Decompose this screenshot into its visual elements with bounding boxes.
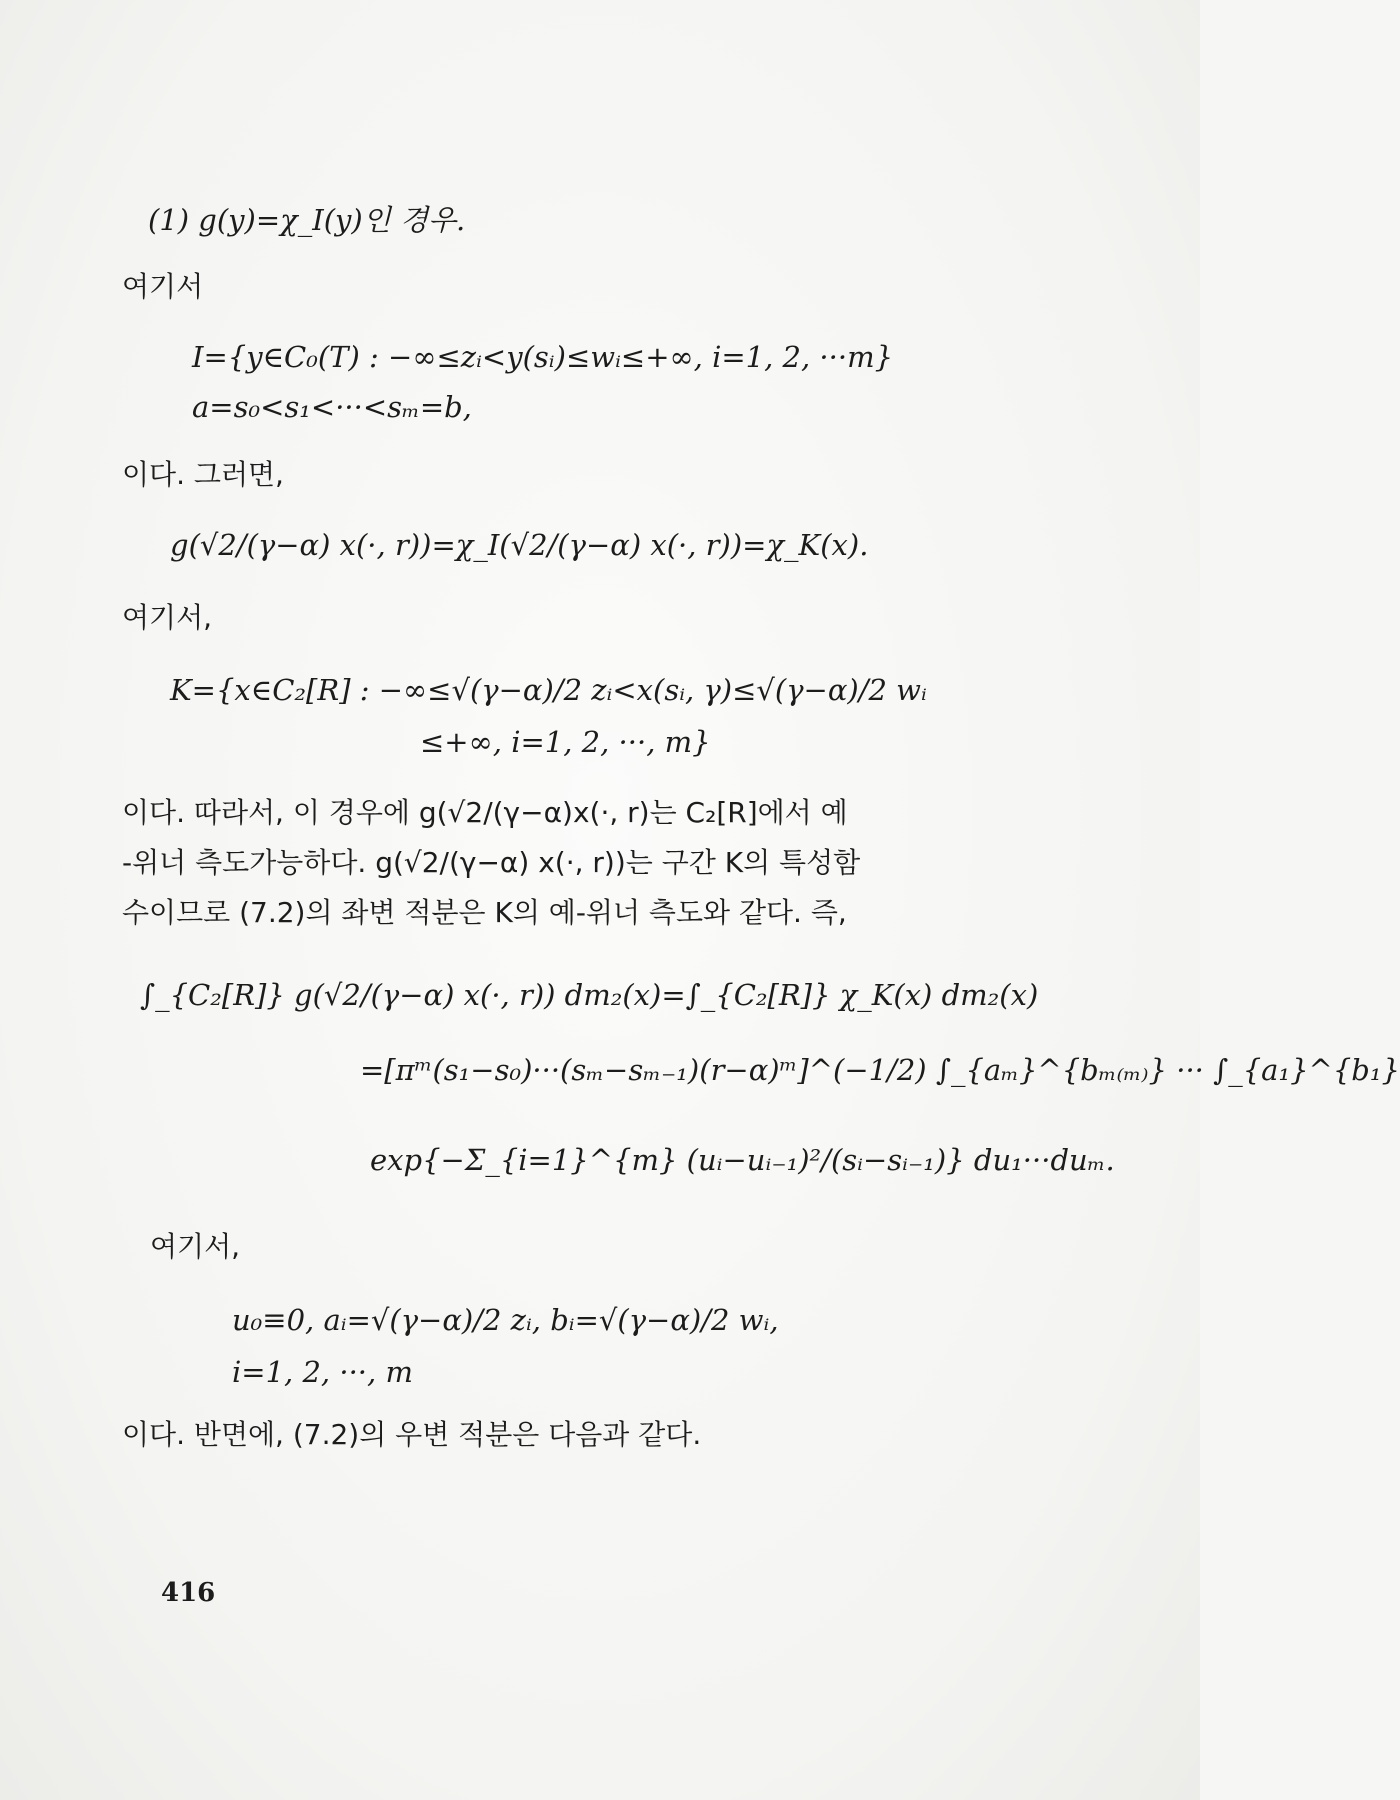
page-number: 416 <box>161 1578 216 1608</box>
paragraph-text: 이다. 그러면, <box>122 458 284 491</box>
where-label: 여기서, <box>122 601 213 634</box>
where-label: 여기서 <box>122 270 204 303</box>
paragraph-text: 이다. 반면에, (7.2)의 우변 적분은 다음과 같다. <box>122 1418 702 1451</box>
equation-g-chi: g(√2/(γ−α) x(·, r))=χ_I(√2/(γ−α) x(·, r))=χ_K(x). <box>170 528 869 562</box>
equation-set-K-line2: ≤+∞, i=1, 2, ···, m} <box>420 725 711 759</box>
equation-set-K-line1: K={x∈C₂[R] : −∞≤√(γ−α)/2 zᵢ<x(sᵢ, γ)≤√(γ−α)/2 wᵢ <box>170 673 927 707</box>
paragraph-text: 수이므로 (7.2)의 좌변 적분은 K의 예-위너 측도와 같다. 즉, <box>122 896 847 929</box>
equation-set-I: I={y∈C₀(T) : −∞≤zᵢ<y(sᵢ)≤wᵢ≤+∞, i=1, 2, ···m} <box>192 340 894 374</box>
paragraph-text: -위너 측도가능하다. g(√2/(γ−α) x(·, r))는 구간 K의 특성함 <box>122 846 861 879</box>
case-heading: (1) g(y)=χ_I(y)인 경우. <box>148 203 466 237</box>
equation-integral-line3: exp{−Σ_{i=1}^{m} (uᵢ−uᵢ₋₁)²/(sᵢ−sᵢ₋₁)} du₁···duₘ. <box>370 1143 1115 1177</box>
equation-integral-line2: =[πᵐ(s₁−s₀)···(sₘ−sₘ₋₁)(r−α)ᵐ]^(−1/2) ∫_{aₘ}^{bₘ₍ₘ₎} ··· ∫_{a₁}^{b₁} <box>360 1053 1400 1087</box>
equation-def-line1: u₀≡0, aᵢ=√(γ−α)/2 zᵢ, bᵢ=√(γ−α)/2 wᵢ, <box>232 1303 779 1337</box>
equation-integral-line1: ∫_{C₂[R]} g(√2/(γ−α) x(·, r)) dm₂(x)=∫_{C₂[R]} χ_K(x) dm₂(x) <box>140 978 1039 1012</box>
equation-def-line2: i=1, 2, ···, m <box>232 1355 413 1389</box>
paragraph-text: 이다. 따라서, 이 경우에 g(√2/(γ−α)x(·, r)는 C₂[R]에서 예 <box>122 796 848 829</box>
equation-partition: a=s₀<s₁<···<sₘ=b, <box>192 390 472 424</box>
where-label: 여기서, <box>150 1230 241 1263</box>
